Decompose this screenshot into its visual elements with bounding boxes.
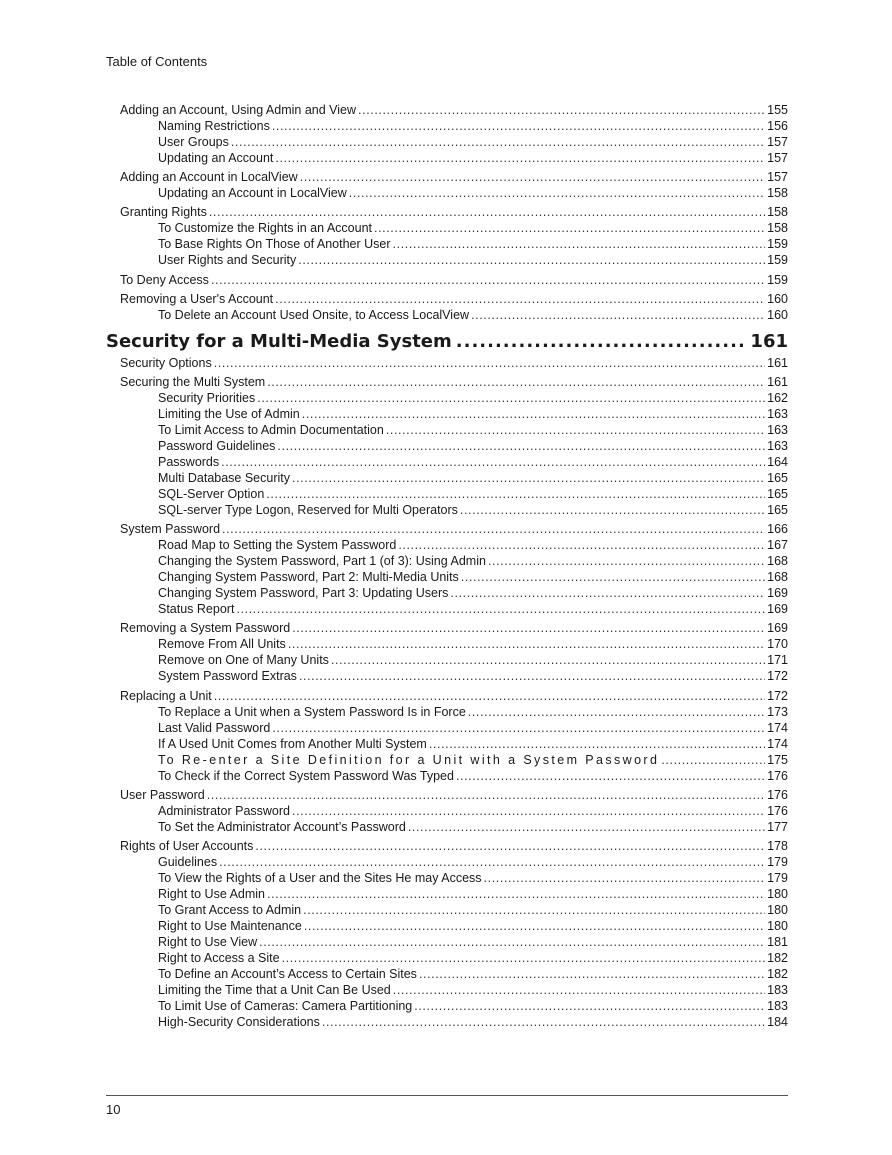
toc-entry-page: 172 (767, 688, 788, 703)
dot-leader (349, 185, 765, 201)
dot-leader (267, 374, 765, 390)
dot-leader (374, 220, 765, 236)
toc-subsection-entry[interactable] (106, 736, 788, 752)
toc-entry-title: Securing the Multi System (120, 374, 266, 389)
dot-leader (222, 521, 765, 537)
dot-leader (267, 886, 765, 902)
toc-section-entry[interactable] (106, 787, 788, 803)
toc-entry-page: 161 (767, 355, 788, 370)
toc-entry-title: User Password (120, 787, 205, 802)
dot-leader (255, 838, 765, 854)
toc-entry-page: 156 (767, 119, 788, 133)
toc-entry-title: Security Priorities (158, 390, 256, 405)
dot-leader (488, 553, 765, 569)
toc-entry-page: 158 (767, 205, 788, 220)
toc-entry-title: To Limit Access to Admin Documentation (158, 422, 384, 437)
toc-subsection-entry[interactable] (106, 668, 788, 684)
toc-entry-page: 161 (750, 330, 788, 352)
toc-subsection-entry[interactable] (106, 502, 788, 518)
toc-entry-title: Remove From All Units (158, 637, 286, 652)
dot-leader (661, 752, 765, 768)
toc-entry-page: 181 (767, 934, 788, 949)
dot-leader (300, 169, 765, 185)
dot-leader (299, 668, 765, 684)
toc-section-entry[interactable] (106, 102, 788, 118)
dot-leader (471, 307, 765, 323)
toc-entry-title: To Base Rights On Those of Another User (158, 237, 391, 252)
toc-entry-page: 176 (767, 803, 788, 818)
toc-subsection-entry[interactable] (106, 854, 788, 870)
toc-subsection-entry[interactable] (106, 236, 788, 252)
toc-entry-page: 169 (767, 621, 788, 636)
toc-entry-page: 169 (767, 586, 788, 601)
toc-entry-page: 163 (767, 422, 788, 437)
toc-entry-page: 158 (767, 221, 788, 236)
dot-leader (358, 102, 765, 118)
toc-entry-page: 180 (767, 918, 788, 933)
toc-entry-page: 160 (767, 291, 788, 306)
toc-subsection-entry[interactable] (106, 569, 788, 585)
toc-subsection-entry[interactable] (106, 870, 788, 886)
dot-leader (259, 934, 765, 950)
toc-entry-page: 172 (767, 669, 788, 684)
toc-entry-page: 165 (767, 502, 788, 517)
dot-leader (304, 918, 765, 934)
toc-subsection-entry[interactable] (106, 1014, 788, 1030)
toc-entry-title: Guidelines (158, 854, 218, 869)
dot-leader (484, 870, 766, 886)
toc-entry-title: Changing System Password, Part 2: Multi-Media Units (158, 570, 459, 585)
dot-leader (209, 204, 765, 220)
toc-entry-title: Replacing a Unit (120, 688, 212, 703)
dot-leader (408, 819, 765, 835)
toc-entry-page: 157 (767, 151, 788, 165)
toc-subsection-entry[interactable] (106, 636, 788, 652)
toc-entry-title: Limiting the Use of Admin (158, 406, 300, 421)
toc-entry-page: 168 (767, 554, 788, 569)
toc-subsection-entry[interactable] (106, 553, 788, 569)
dot-leader (272, 118, 765, 134)
toc-entry-page: 184 (767, 1014, 788, 1029)
toc-entry-page: 157 (767, 170, 788, 185)
table-of-contents (106, 102, 788, 1030)
toc-subsection-entry[interactable] (106, 185, 788, 201)
toc-entry-page: 182 (767, 950, 788, 965)
toc-entry-title: Adding an Account, Using Admin and View (120, 103, 357, 117)
toc-section-entry[interactable] (106, 204, 788, 220)
dot-leader (288, 636, 765, 652)
toc-entry-page: 179 (767, 870, 788, 885)
toc-entry-title: To Re-enter a Site Definition for a Unit with a System Password (158, 752, 660, 767)
toc-entry-title: SQL-Server Option (158, 486, 265, 501)
toc-entry-page: 179 (767, 854, 788, 869)
dot-leader (450, 585, 765, 601)
toc-subsection-entry[interactable] (106, 902, 788, 918)
dot-leader (468, 704, 765, 720)
toc-entry-title: Administrator Password (158, 803, 290, 818)
toc-entry-title: Changing the System Password, Part 1 (of 3): Using Admin (158, 554, 486, 569)
toc-entry-page: 176 (767, 768, 788, 783)
toc-entry-title: Right to Use View (158, 934, 258, 949)
toc-entry-title: Remove on One of Many Units (158, 653, 329, 668)
toc-entry-title: System Password (120, 522, 221, 537)
toc-entry-title: To Limit Use of Cameras: Camera Partitioning (158, 998, 413, 1013)
toc-entry-page: 169 (767, 602, 788, 617)
toc-entry-page: 182 (767, 966, 788, 981)
toc-entry-title: SQL-server Type Logon, Reserved for Multi Operators (158, 502, 458, 517)
dot-leader (257, 390, 765, 406)
toc-entry-page: 170 (767, 637, 788, 652)
toc-subsection-entry[interactable] (106, 752, 788, 768)
toc-subsection-entry[interactable] (106, 118, 788, 134)
toc-entry-title: Rights of User Accounts (120, 838, 254, 853)
dot-leader (419, 966, 765, 982)
toc-subsection-entry[interactable] (106, 220, 788, 236)
dot-leader (231, 134, 765, 150)
toc-subsection-entry[interactable] (106, 422, 788, 438)
toc-subsection-entry[interactable] (106, 819, 788, 835)
toc-entry-title: User Rights and Security (158, 253, 297, 268)
toc-subsection-entry[interactable] (106, 652, 788, 668)
dot-leader (456, 331, 747, 353)
toc-section-entry[interactable] (106, 521, 788, 537)
dot-leader (214, 688, 765, 704)
toc-entry-page: 159 (767, 272, 788, 287)
dot-leader (461, 569, 765, 585)
dot-leader (207, 787, 765, 803)
toc-subsection-entry[interactable] (106, 601, 788, 617)
dot-leader (272, 720, 765, 736)
page-number: 10 (106, 1102, 121, 1117)
dot-leader (302, 406, 765, 422)
toc-entry-title: Road Map to Setting the System Password (158, 538, 397, 553)
toc-entry-title: Right to Use Admin (158, 886, 265, 901)
toc-entry-title: To Customize the Rights in an Account (158, 221, 373, 236)
toc-entry-title: Adding an Account in LocalView (120, 170, 298, 185)
dot-leader (292, 620, 765, 636)
toc-section-entry[interactable] (106, 838, 788, 854)
toc-entry-title: Granting Rights (120, 205, 207, 220)
toc-entry-title: To Deny Access (120, 272, 209, 287)
dot-leader (236, 601, 765, 617)
toc-entry-page: 162 (767, 390, 788, 405)
toc-chapter-heading[interactable] (106, 331, 788, 353)
toc-entry-title: Removing a User's Account (120, 291, 274, 306)
toc-subsection-entry[interactable] (106, 454, 788, 470)
toc-subsection-entry[interactable] (106, 768, 788, 784)
dot-leader (277, 438, 765, 454)
toc-entry-page: 163 (767, 438, 788, 453)
toc-subsection-entry[interactable] (106, 307, 788, 323)
dot-leader (398, 537, 765, 553)
toc-entry-title: To Replace a Unit when a System Password Is in Force (158, 704, 466, 719)
toc-subsection-entry[interactable] (106, 950, 788, 966)
toc-entry-page: 174 (767, 720, 788, 735)
dot-leader (298, 252, 765, 268)
toc-section-entry[interactable] (106, 291, 788, 307)
dot-leader (282, 950, 766, 966)
toc-entry-page: 177 (767, 819, 788, 834)
toc-entry-title: Password Guidelines (158, 438, 276, 453)
toc-entry-title: Status Report (158, 602, 235, 617)
dot-leader (266, 486, 765, 502)
dot-leader (292, 803, 765, 819)
toc-entry-page: 158 (767, 186, 788, 201)
toc-entry-title: To View the Rights of a User and the Sites He may Access (158, 870, 482, 885)
toc-entry-page: 183 (767, 982, 788, 997)
dot-leader (460, 502, 765, 518)
toc-entry-page: 159 (767, 237, 788, 252)
toc-subsection-entry[interactable] (106, 918, 788, 934)
dot-leader (275, 150, 765, 166)
toc-subsection-entry[interactable] (106, 886, 788, 902)
toc-subsection-entry[interactable] (106, 134, 788, 150)
toc-entry-page: 159 (767, 253, 788, 268)
toc-subsection-entry[interactable] (106, 390, 788, 406)
toc-entry-page: 176 (767, 787, 788, 802)
toc-entry-title: Security Options (120, 355, 212, 370)
toc-subsection-entry[interactable] (106, 438, 788, 454)
toc-entry-title: Updating an Account in LocalView (158, 186, 347, 201)
toc-entry-page: 163 (767, 406, 788, 421)
toc-entry-title: Changing System Password, Part 3: Updating Users (158, 586, 449, 601)
dot-leader (429, 736, 765, 752)
toc-entry-page: 155 (767, 103, 788, 117)
dot-leader (393, 982, 765, 998)
toc-entry-page: 161 (767, 374, 788, 389)
toc-section-entry[interactable] (106, 169, 788, 185)
toc-subsection-entry[interactable] (106, 537, 788, 553)
dot-leader (221, 454, 765, 470)
footer-rule (106, 1095, 788, 1096)
toc-subsection-entry[interactable] (106, 982, 788, 998)
toc-subsection-entry[interactable] (106, 470, 788, 486)
toc-entry-page: 178 (767, 838, 788, 853)
toc-entry-page: 164 (767, 454, 788, 469)
toc-entry-page: 171 (767, 653, 788, 668)
dot-leader (322, 1014, 765, 1030)
toc-subsection-entry[interactable] (106, 486, 788, 502)
dot-leader (331, 652, 765, 668)
toc-subsection-entry[interactable] (106, 803, 788, 819)
toc-entry-title: Right to Access a Site (158, 950, 280, 965)
dot-leader (219, 854, 765, 870)
toc-subsection-entry[interactable] (106, 704, 788, 720)
toc-subsection-entry[interactable] (106, 966, 788, 982)
dot-leader (275, 291, 765, 307)
toc-entry-title: Passwords (158, 454, 220, 469)
toc-entry-title: Limiting the Time that a Unit Can Be Used (158, 982, 391, 997)
toc-section-entry[interactable] (106, 688, 788, 704)
dot-leader (414, 998, 765, 1014)
toc-entry-page: 174 (767, 736, 788, 751)
toc-entry-page: 168 (767, 570, 788, 585)
toc-entry-title: To Set the Administrator Account’s Password (158, 819, 406, 834)
toc-entry-title: To Delete an Account Used Onsite, to Access LocalView (158, 307, 470, 322)
toc-subsection-entry[interactable] (106, 998, 788, 1014)
toc-entry-title: Last Valid Password (158, 720, 271, 735)
toc-subsection-entry[interactable] (106, 720, 788, 736)
toc-subsection-entry[interactable] (106, 585, 788, 601)
dot-leader (211, 272, 765, 288)
toc-entry-page: 180 (767, 886, 788, 901)
toc-entry-page: 160 (767, 307, 788, 322)
toc-section-entry[interactable] (106, 620, 788, 636)
toc-entry-title: To Grant Access to Admin (158, 902, 302, 917)
running-head: Table of Contents (106, 54, 208, 69)
toc-entry-title: High-Security Considerations (158, 1014, 320, 1029)
toc-entry-title: Multi Database Security (158, 470, 291, 485)
dot-leader (456, 768, 765, 784)
toc-entry-page: 166 (767, 522, 788, 537)
toc-entry-page: 157 (767, 135, 788, 149)
toc-subsection-entry[interactable] (106, 406, 788, 422)
toc-subsection-entry[interactable] (106, 934, 788, 950)
toc-entry-page: 165 (767, 486, 788, 501)
dot-leader (214, 355, 765, 371)
toc-section-entry[interactable] (106, 355, 788, 371)
toc-section-entry[interactable] (106, 374, 788, 390)
toc-entry-title: User Groups (158, 135, 229, 149)
toc-subsection-entry[interactable] (106, 252, 788, 268)
dot-leader (386, 422, 765, 438)
toc-entry-title: System Password Extras (158, 669, 297, 684)
toc-section-entry[interactable] (106, 272, 788, 288)
toc-entry-page: 173 (767, 704, 788, 719)
toc-entry-page: 183 (767, 998, 788, 1013)
toc-entry-title: Removing a System Password (120, 621, 291, 636)
toc-entry-title: Updating an Account (158, 151, 274, 165)
dot-leader (393, 236, 766, 252)
toc-entry-title: To Define an Account’s Access to Certain Sites (158, 966, 417, 981)
toc-entry-page: 167 (767, 538, 788, 553)
toc-entry-title: If A Used Unit Comes from Another Multi System (158, 736, 427, 751)
toc-entry-title: Naming Restrictions (158, 119, 270, 133)
toc-entry-title: Security for a Multi-Media System (106, 330, 452, 352)
toc-entry-title: To Check if the Correct System Password Was Typed (158, 768, 454, 783)
toc-entry-page: 180 (767, 902, 788, 917)
toc-entry-title: Right to Use Maintenance (158, 918, 302, 933)
dot-leader (292, 470, 765, 486)
toc-entry-page: 165 (767, 470, 788, 485)
toc-subsection-entry[interactable] (106, 150, 788, 166)
dot-leader (303, 902, 765, 918)
toc-entry-page: 175 (767, 752, 788, 767)
